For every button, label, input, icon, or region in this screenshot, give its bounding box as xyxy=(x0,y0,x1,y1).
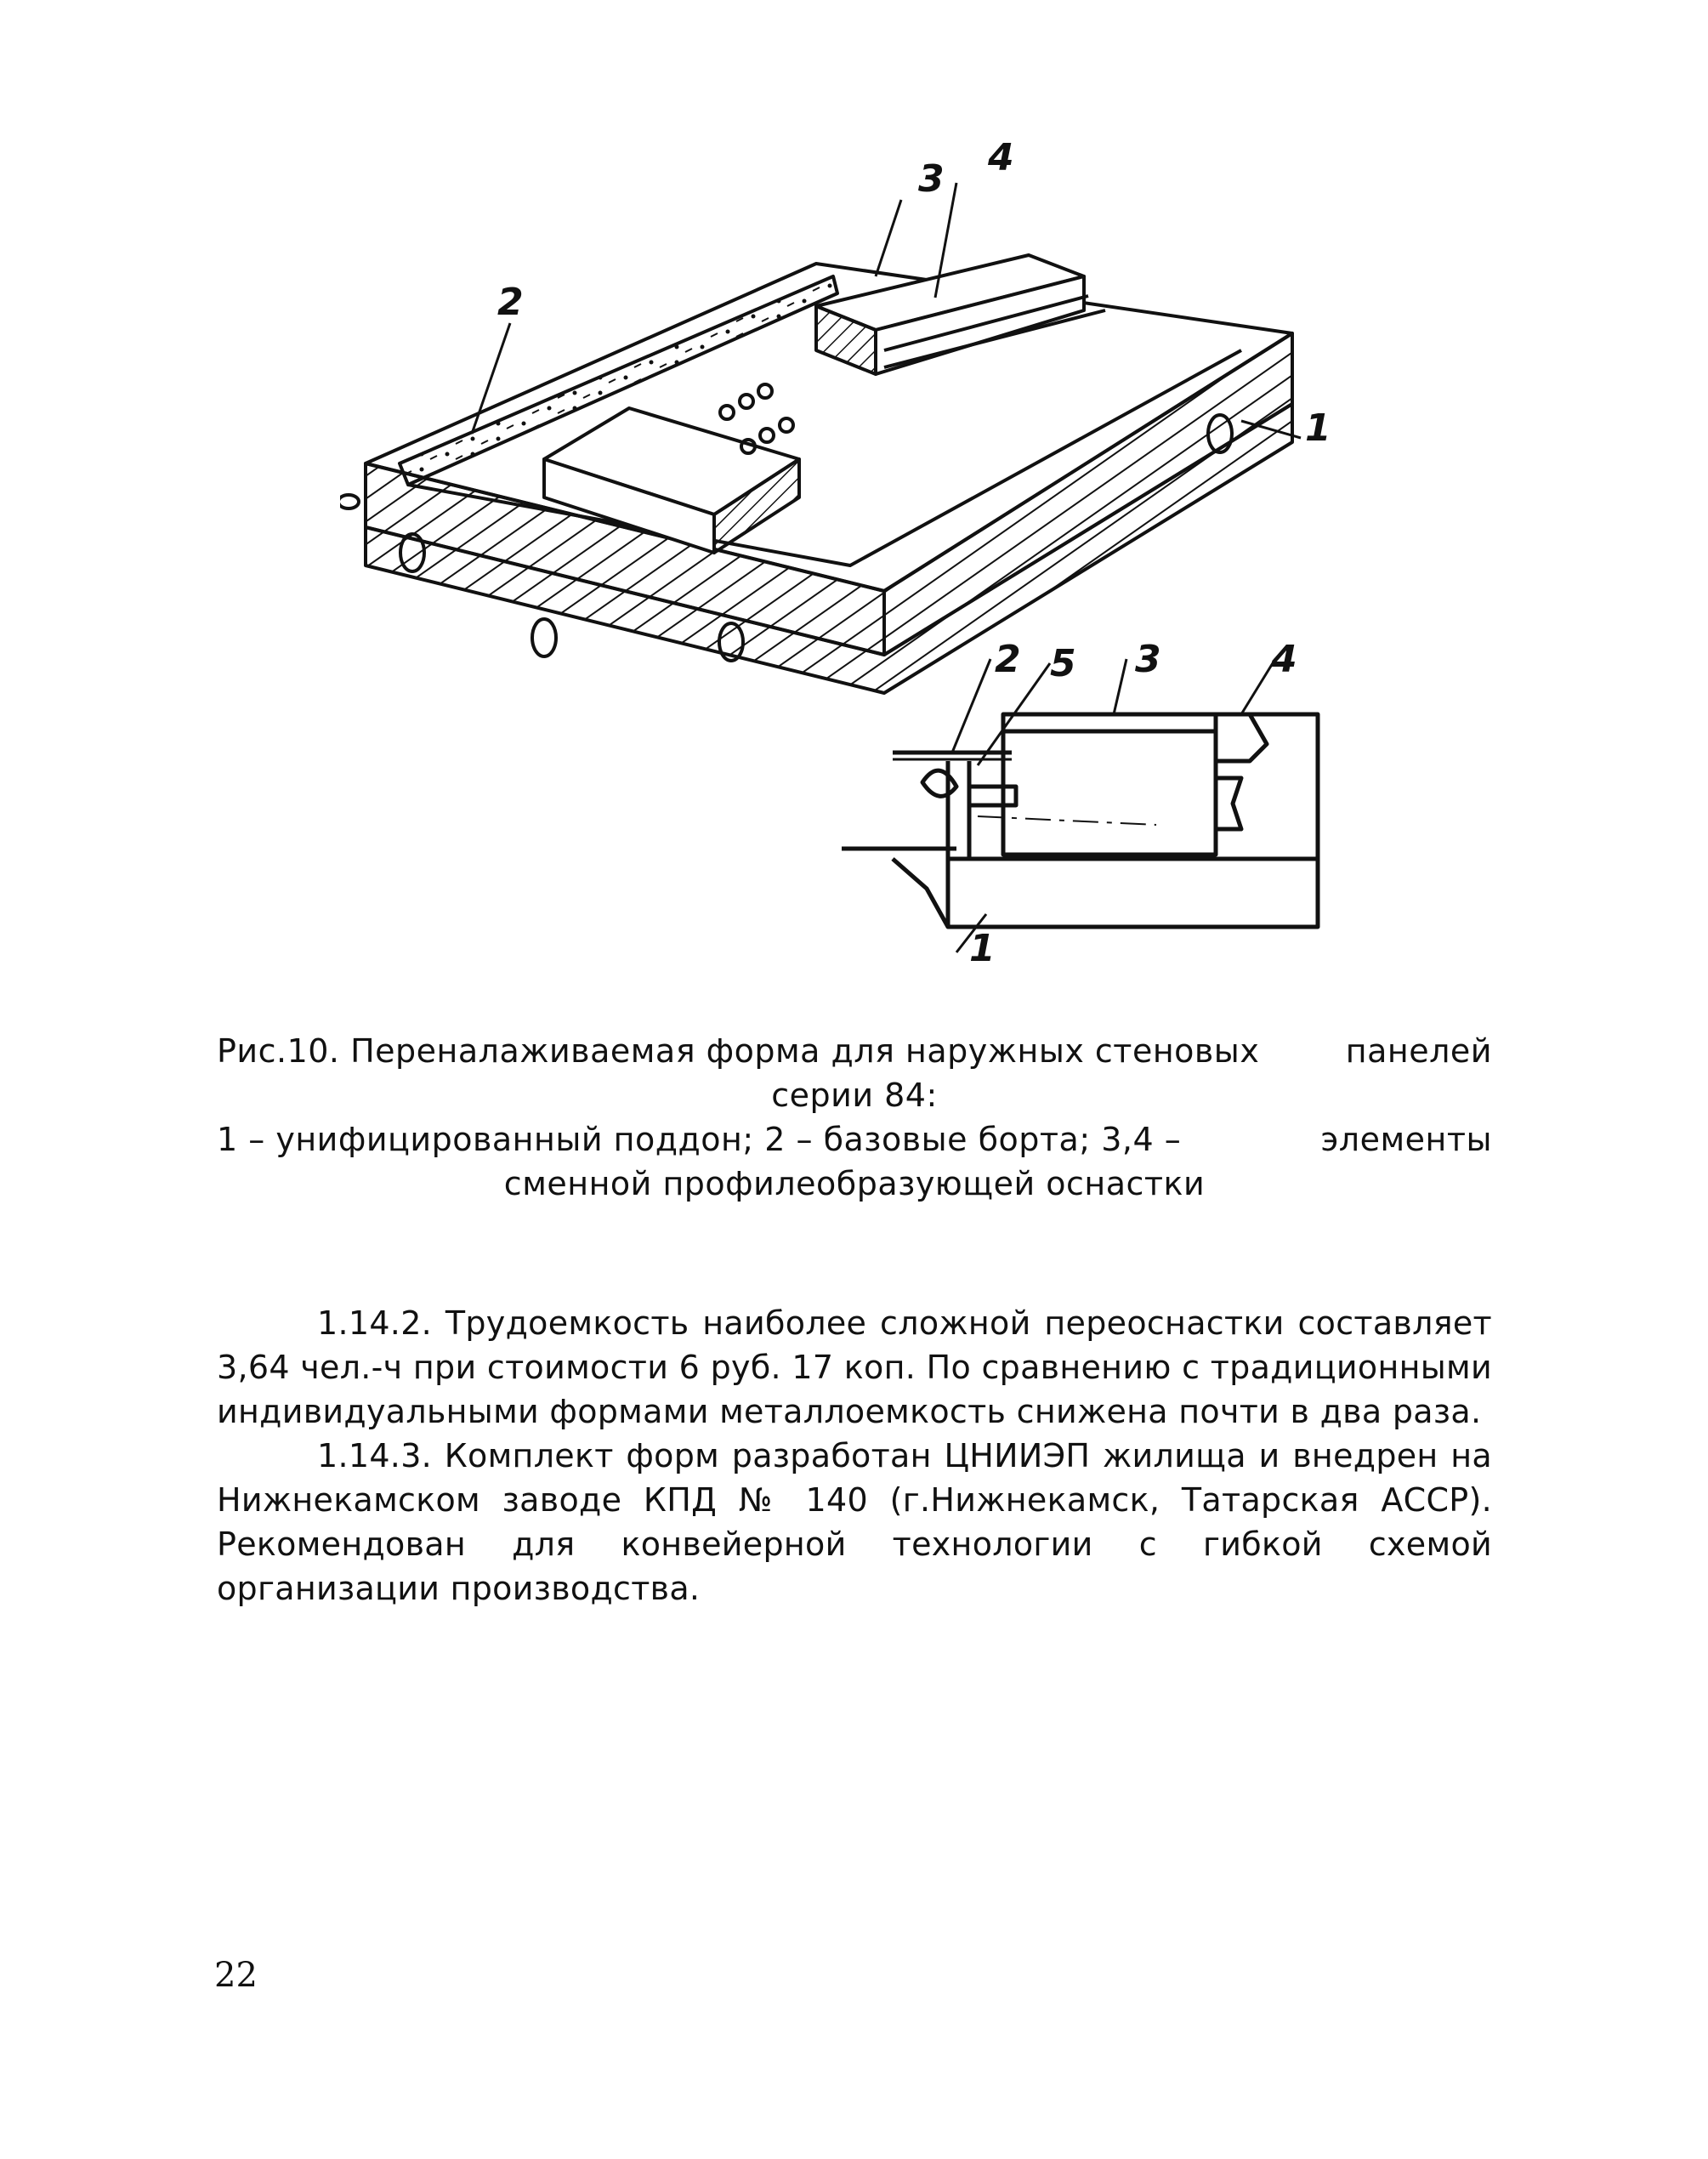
caption-line-3-end: элементы xyxy=(1320,1121,1492,1158)
cross-section-detail xyxy=(842,633,1360,974)
callout-iso-3: 3 xyxy=(918,157,945,201)
callout-section-3: 3 xyxy=(1135,638,1161,681)
caption-line-4: сменной профилеобразующей оснастки xyxy=(503,1165,1206,1202)
callout-iso-4: 4 xyxy=(988,136,1014,179)
callout-section-2: 2 xyxy=(995,638,1021,681)
caption-line-1: Рис.10. Переналаживаемая форма для наружных стеновых xyxy=(217,1032,1260,1070)
callout-iso-1: 1 xyxy=(1305,406,1331,450)
paragraph-1-14-3: 1.14.3. Комплект форм разработан ЦНИИЭП жилища и внедрен на Нижнекамском заводе КПД № 140 (г.Нижнекамск, Татарская АССР). Рекомендован для конвейерной технологии с гибкой схемой организации производства. xyxy=(217,1437,1492,1607)
caption-line-2: серии 84: xyxy=(771,1077,938,1114)
callout-section-4: 4 xyxy=(1271,638,1297,681)
callout-section-5: 5 xyxy=(1050,642,1076,685)
body-text xyxy=(217,1301,1492,1611)
caption-line-3: 1 – унифицированный поддон; 2 – базовые борта; 3,4 – xyxy=(217,1121,1182,1158)
callout-section-1: 1 xyxy=(969,927,996,970)
page-number: 22 xyxy=(214,1956,258,1995)
callout-iso-2: 2 xyxy=(497,281,524,324)
caption-line-1-end: панелей xyxy=(1345,1032,1492,1070)
figure-caption xyxy=(217,1029,1492,1207)
paragraph-1-14-2: 1.14.2. Трудоемкость наиболее сложной переоснастки составляет 3,64 чел.-ч при стоимости 6 руб. 17 коп. По сравнению с традиционными индивидуальными формами металлоемкость снижена почти в два раза. xyxy=(217,1304,1492,1430)
